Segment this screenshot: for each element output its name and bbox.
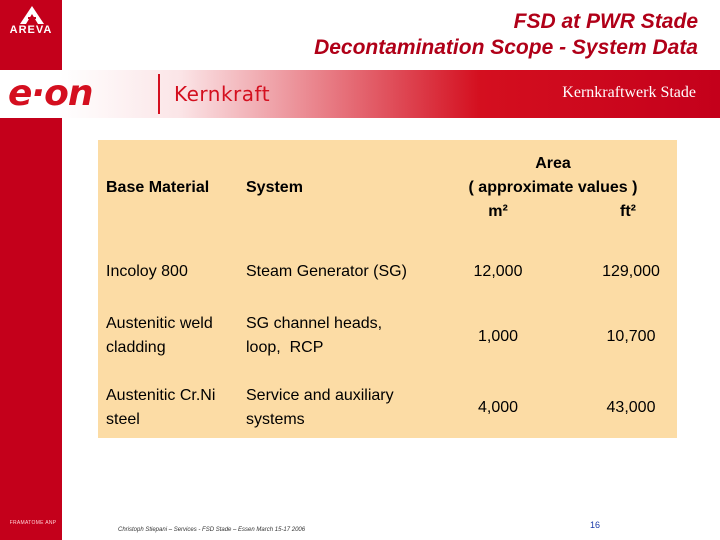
header-unit-m2: m² [488,203,508,220]
eon-banner [0,70,720,118]
row-3-area-m2: 4,000 [477,399,519,416]
row-2-area-m2: 1,000 [477,328,519,345]
header-area: Area [535,155,571,172]
row-2-material-line-2: cladding [106,339,166,356]
row-3-material-line-2: steel [106,411,140,428]
eon-logo: e·on [8,73,93,114]
row-2-material-line-1: Austenitic weld [106,315,213,332]
footer-text: Christoph Stiepani – Services - FSD Stade – Essen March 15-17 2006 [118,527,306,533]
row-1-area-ft2: 129,000 [602,263,660,280]
row-3-system-line-1: Service and auxiliary [246,387,394,404]
page-number: 16 [590,520,601,530]
row-3-material-line-1: Austenitic Cr.Ni [106,387,216,404]
framatome-footer-text: FRAMATOME ANP [9,520,57,526]
row-3-system [246,384,394,432]
row-3-area-ft2: 43,000 [606,399,656,416]
row-3-material [106,384,215,432]
row-1-material [106,260,188,284]
row-1-system [246,260,407,284]
header-area-note: ( approximate values ) [468,179,638,196]
header-unit-ft2: ft² [620,203,636,220]
slide-title: FSD at PWR Stade [513,10,698,33]
banner-divider [158,74,160,114]
header-system: System [246,179,303,196]
plant-name: Kernkraftwerk Stade [562,84,696,101]
header-base-material: Base Material [106,179,210,196]
row-1-system-line-1: Steam Generator (SG) [246,263,407,280]
row-2-system [246,312,382,360]
row-2-area-ft2: 10,700 [606,328,656,345]
kernkraft-label: Kernkraft [174,82,271,106]
row-2-material [106,312,213,360]
row-1-area-m2: 12,000 [473,263,523,280]
row-2-system-line-2: loop, RCP [246,339,324,356]
system-data-table [98,140,677,438]
row-2-system-line-1: SG channel heads, [246,315,383,332]
areva-logo-text: AREVA [9,24,53,36]
row-1-material-line-1: Incoloy 800 [106,263,188,280]
row-3-system-line-2: systems [246,411,305,428]
slide-subtitle: Decontamination Scope - System Data [314,36,698,59]
